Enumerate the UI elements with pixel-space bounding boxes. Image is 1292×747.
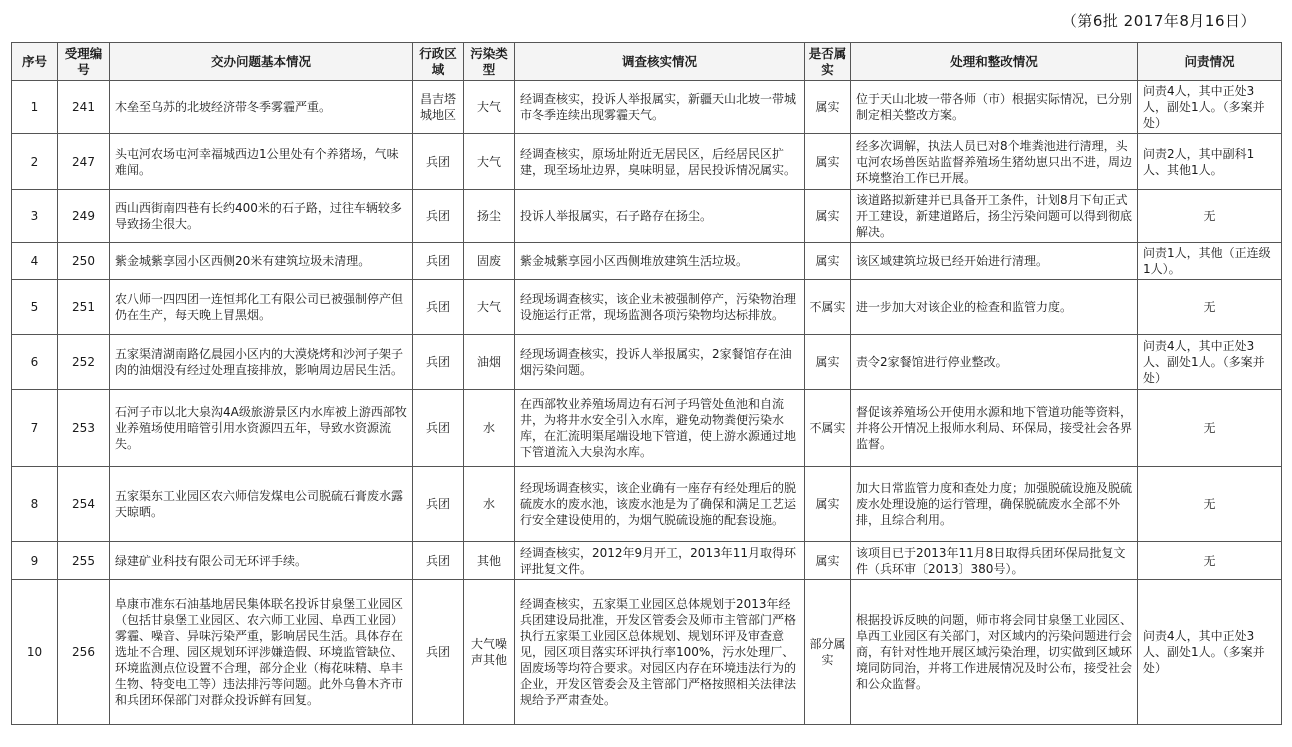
cell-accountability: 问责1人，其他（正连级1人）。 <box>1138 243 1282 280</box>
cell-investigation: 在西部牧业养殖场周边有石河子玛管处鱼池和自流井，为将井水安全引入水库，避免动物粪便污染水库，在汇流明渠尾端设地下管道，使上游水源通过地下管道流入大泉沟水库。 <box>515 390 805 467</box>
cell-seq: 5 <box>12 280 58 335</box>
cell-investigation: 经现场调查核实，投诉人举报属实，2家餐馆存在油烟污染问题。 <box>515 335 805 390</box>
cell-investigation: 经现场调查核实，该企业确有一座存有经处理后的脱硫废水的废水池，该废水池是为了确保和满足工艺运行安全建设使用的，为烟气脱硫设施的配套设施。 <box>515 467 805 542</box>
cell-issue: 木垒至乌苏的北坡经济带冬季雾霾严重。 <box>110 81 413 134</box>
cell-verified: 部分属实 <box>805 580 851 725</box>
cell-region: 兵团 <box>413 280 464 335</box>
cell-pollution-type: 大气噪声其他 <box>464 580 515 725</box>
complaint-table <box>11 42 1282 725</box>
cell-seq: 4 <box>12 243 58 280</box>
table-row <box>12 190 1282 243</box>
cell-verified: 属实 <box>805 190 851 243</box>
cell-seq: 6 <box>12 335 58 390</box>
cell-region: 昌吉塔城地区 <box>413 81 464 134</box>
cell-handling: 责令2家餐馆进行停业整改。 <box>851 335 1138 390</box>
cell-pollution-type: 油烟 <box>464 335 515 390</box>
cell-investigation: 投诉人举报属实，石子路存在扬尘。 <box>515 190 805 243</box>
table-row <box>12 81 1282 134</box>
cell-accountability: 无 <box>1138 542 1282 580</box>
cell-investigation: 经调查核实，原场址附近无居民区，后经居民区扩建，现至场址边界，臭味明显，居民投诉情况属实。 <box>515 134 805 190</box>
header-row <box>12 43 1282 81</box>
cell-seq: 3 <box>12 190 58 243</box>
header-pollution-type: 污染类型 <box>464 43 515 81</box>
cell-pollution-type: 大气 <box>464 280 515 335</box>
cell-region: 兵团 <box>413 580 464 725</box>
cell-seq: 7 <box>12 390 58 467</box>
batch-label: （第6批 2017年8月16日） <box>1061 12 1256 30</box>
cell-accountability: 无 <box>1138 390 1282 467</box>
cell-accountability: 无 <box>1138 280 1282 335</box>
header-region: 行政区域 <box>413 43 464 81</box>
cell-verified: 属实 <box>805 81 851 134</box>
cell-issue: 五家渠东工业园区农六师信发煤电公司脱硫石膏废水露天晾晒。 <box>110 467 413 542</box>
cell-verified: 不属实 <box>805 390 851 467</box>
cell-verified: 属实 <box>805 243 851 280</box>
cell-case-no: 254 <box>58 467 110 542</box>
cell-investigation: 经调查核实，投诉人举报属实，新疆天山北坡一带城市冬季连续出现雾霾天气。 <box>515 81 805 134</box>
cell-accountability: 问责4人，其中正处3人，副处1人。（多案并处） <box>1138 81 1282 134</box>
cell-case-no: 253 <box>58 390 110 467</box>
cell-case-no: 256 <box>58 580 110 725</box>
table-row <box>12 580 1282 725</box>
table-row <box>12 542 1282 580</box>
cell-accountability: 无 <box>1138 467 1282 542</box>
cell-case-no: 249 <box>58 190 110 243</box>
cell-seq: 1 <box>12 81 58 134</box>
cell-region: 兵团 <box>413 243 464 280</box>
header-case-no: 受理编号 <box>58 43 110 81</box>
cell-issue: 阜康市准东石油基地居民集体联名投诉甘泉堡工业园区（包括甘泉堡工业园区、农六师工业园、阜西工业园）雾霾、噪音、异味污染严重，影响居民生活。具体存在选址不合理、园区规划环评涉嫌造假、环境监管缺位、环境监测点位设置不合理，部分企业（梅花味精、阜丰生物、特变电工等）违法排污等问题。此外乌鲁木齐市和兵团环保部门对群众投诉鲜有回复。 <box>110 580 413 725</box>
cell-issue: 石河子市以北大泉沟4A级旅游景区内水库被上游西部牧业养殖场使用暗管引用水资源四五年，导致水资源流失。 <box>110 390 413 467</box>
cell-pollution-type: 水 <box>464 467 515 542</box>
cell-pollution-type: 扬尘 <box>464 190 515 243</box>
header-accountability: 问责情况 <box>1138 43 1282 81</box>
header-handling: 处理和整改情况 <box>851 43 1138 81</box>
cell-verified: 不属实 <box>805 280 851 335</box>
cell-issue: 农八师一四四团一连恒邦化工有限公司已被强制停产但仍在生产，每天晚上冒黑烟。 <box>110 280 413 335</box>
table-row <box>12 390 1282 467</box>
cell-verified: 属实 <box>805 542 851 580</box>
cell-case-no: 247 <box>58 134 110 190</box>
cell-issue: 紫金城紫享园小区西侧20米有建筑垃圾未清理。 <box>110 243 413 280</box>
cell-case-no: 241 <box>58 81 110 134</box>
cell-issue: 头屯河农场屯河幸福城西边1公里处有个养猪场，气味难闻。 <box>110 134 413 190</box>
cell-verified: 属实 <box>805 335 851 390</box>
cell-region: 兵团 <box>413 542 464 580</box>
header-seq: 序号 <box>12 43 58 81</box>
header-issue: 交办问题基本情况 <box>110 43 413 81</box>
table-row <box>12 467 1282 542</box>
cell-issue: 绿建矿业科技有限公司无环评手续。 <box>110 542 413 580</box>
cell-region: 兵团 <box>413 390 464 467</box>
cell-handling: 该区域建筑垃圾已经开始进行清理。 <box>851 243 1138 280</box>
cell-investigation: 紫金城紫享园小区西侧堆放建筑生活垃圾。 <box>515 243 805 280</box>
cell-accountability: 问责2人，其中副科1人、其他1人。 <box>1138 134 1282 190</box>
header-investigation: 调查核实情况 <box>515 43 805 81</box>
cell-seq: 9 <box>12 542 58 580</box>
cell-issue: 西山西街南四巷有长约400米的石子路，过往车辆较多导致扬尘很大。 <box>110 190 413 243</box>
cell-pollution-type: 其他 <box>464 542 515 580</box>
table-row <box>12 243 1282 280</box>
cell-region: 兵团 <box>413 134 464 190</box>
table-row <box>12 280 1282 335</box>
cell-issue: 五家渠清湖南路亿晨园小区内的大漠烧烤和沙河子架子肉的油烟没有经过处理直接排放，影响周边居民生活。 <box>110 335 413 390</box>
cell-seq: 2 <box>12 134 58 190</box>
cell-pollution-type: 大气 <box>464 134 515 190</box>
header-verified: 是否属实 <box>805 43 851 81</box>
cell-case-no: 255 <box>58 542 110 580</box>
cell-case-no: 250 <box>58 243 110 280</box>
cell-seq: 8 <box>12 467 58 542</box>
cell-pollution-type: 大气 <box>464 81 515 134</box>
cell-handling: 加大日常监管力度和查处力度；加强脱硫设施及脱硫废水处理设施的运行管理，确保脱硫废水全部不外排，且综合利用。 <box>851 467 1138 542</box>
cell-accountability: 问责4人，其中正处3人、副处1人。（多案并处） <box>1138 335 1282 390</box>
cell-seq: 10 <box>12 580 58 725</box>
cell-investigation: 经现场调查核实，该企业未被强制停产，污染物治理设施运行正常，现场监测各项污染物均达标排放。 <box>515 280 805 335</box>
cell-handling: 经多次调解，执法人员已对8个堆粪池进行清理，头屯河农场兽医站监督养殖场生猪幼崽只出不进，周边环境整治工作已开展。 <box>851 134 1138 190</box>
cell-case-no: 251 <box>58 280 110 335</box>
cell-pollution-type: 水 <box>464 390 515 467</box>
cell-investigation: 经调查核实，2012年9月开工，2013年11月取得环评批复文件。 <box>515 542 805 580</box>
cell-accountability: 问责4人，其中正处3人、副处1人。（多案并处） <box>1138 580 1282 725</box>
cell-case-no: 252 <box>58 335 110 390</box>
cell-verified: 属实 <box>805 467 851 542</box>
cell-handling: 根据投诉反映的问题，师市将会同甘泉堡工业园区、阜西工业园区有关部门，对区域内的污染问题进行会商，有针对性地开展区域污染治理，切实做到区域环境同防同治，并将工作进展情况及时公布，接受社会和公众监督。 <box>851 580 1138 725</box>
cell-handling: 该项目已于2013年11月8日取得兵团环保局批复文件（兵环审〔2013〕380号）。 <box>851 542 1138 580</box>
cell-handling: 位于天山北坡一带各师（市）根据实际情况，已分别制定相关整改方案。 <box>851 81 1138 134</box>
cell-pollution-type: 固废 <box>464 243 515 280</box>
cell-handling: 督促该养殖场公开使用水源和地下管道功能等资料，并将公开情况上报师水利局、环保局，接受社会各界监督。 <box>851 390 1138 467</box>
cell-region: 兵团 <box>413 190 464 243</box>
cell-region: 兵团 <box>413 335 464 390</box>
cell-accountability: 无 <box>1138 190 1282 243</box>
cell-region: 兵团 <box>413 467 464 542</box>
cell-handling: 该道路拟新建并已具备开工条件，计划8月下旬正式开工建设，新建道路后，扬尘污染问题可以得到彻底解决。 <box>851 190 1138 243</box>
cell-verified: 属实 <box>805 134 851 190</box>
cell-handling: 进一步加大对该企业的检查和监管力度。 <box>851 280 1138 335</box>
table-row <box>12 134 1282 190</box>
table-row <box>12 335 1282 390</box>
cell-investigation: 经调查核实，五家渠工业园区总体规划于2013年经兵团建设局批准，开发区管委会及师市主管部门严格执行五家渠工业园区总体规划、规划环评及审查意见，园区项目落实环评执行率100%，污水处理厂、固废场等均符合要求。对园区内存在环境违法行为的企业，开发区管委会及主管部门严格按照相关法律法规给予严肃查处。 <box>515 580 805 725</box>
